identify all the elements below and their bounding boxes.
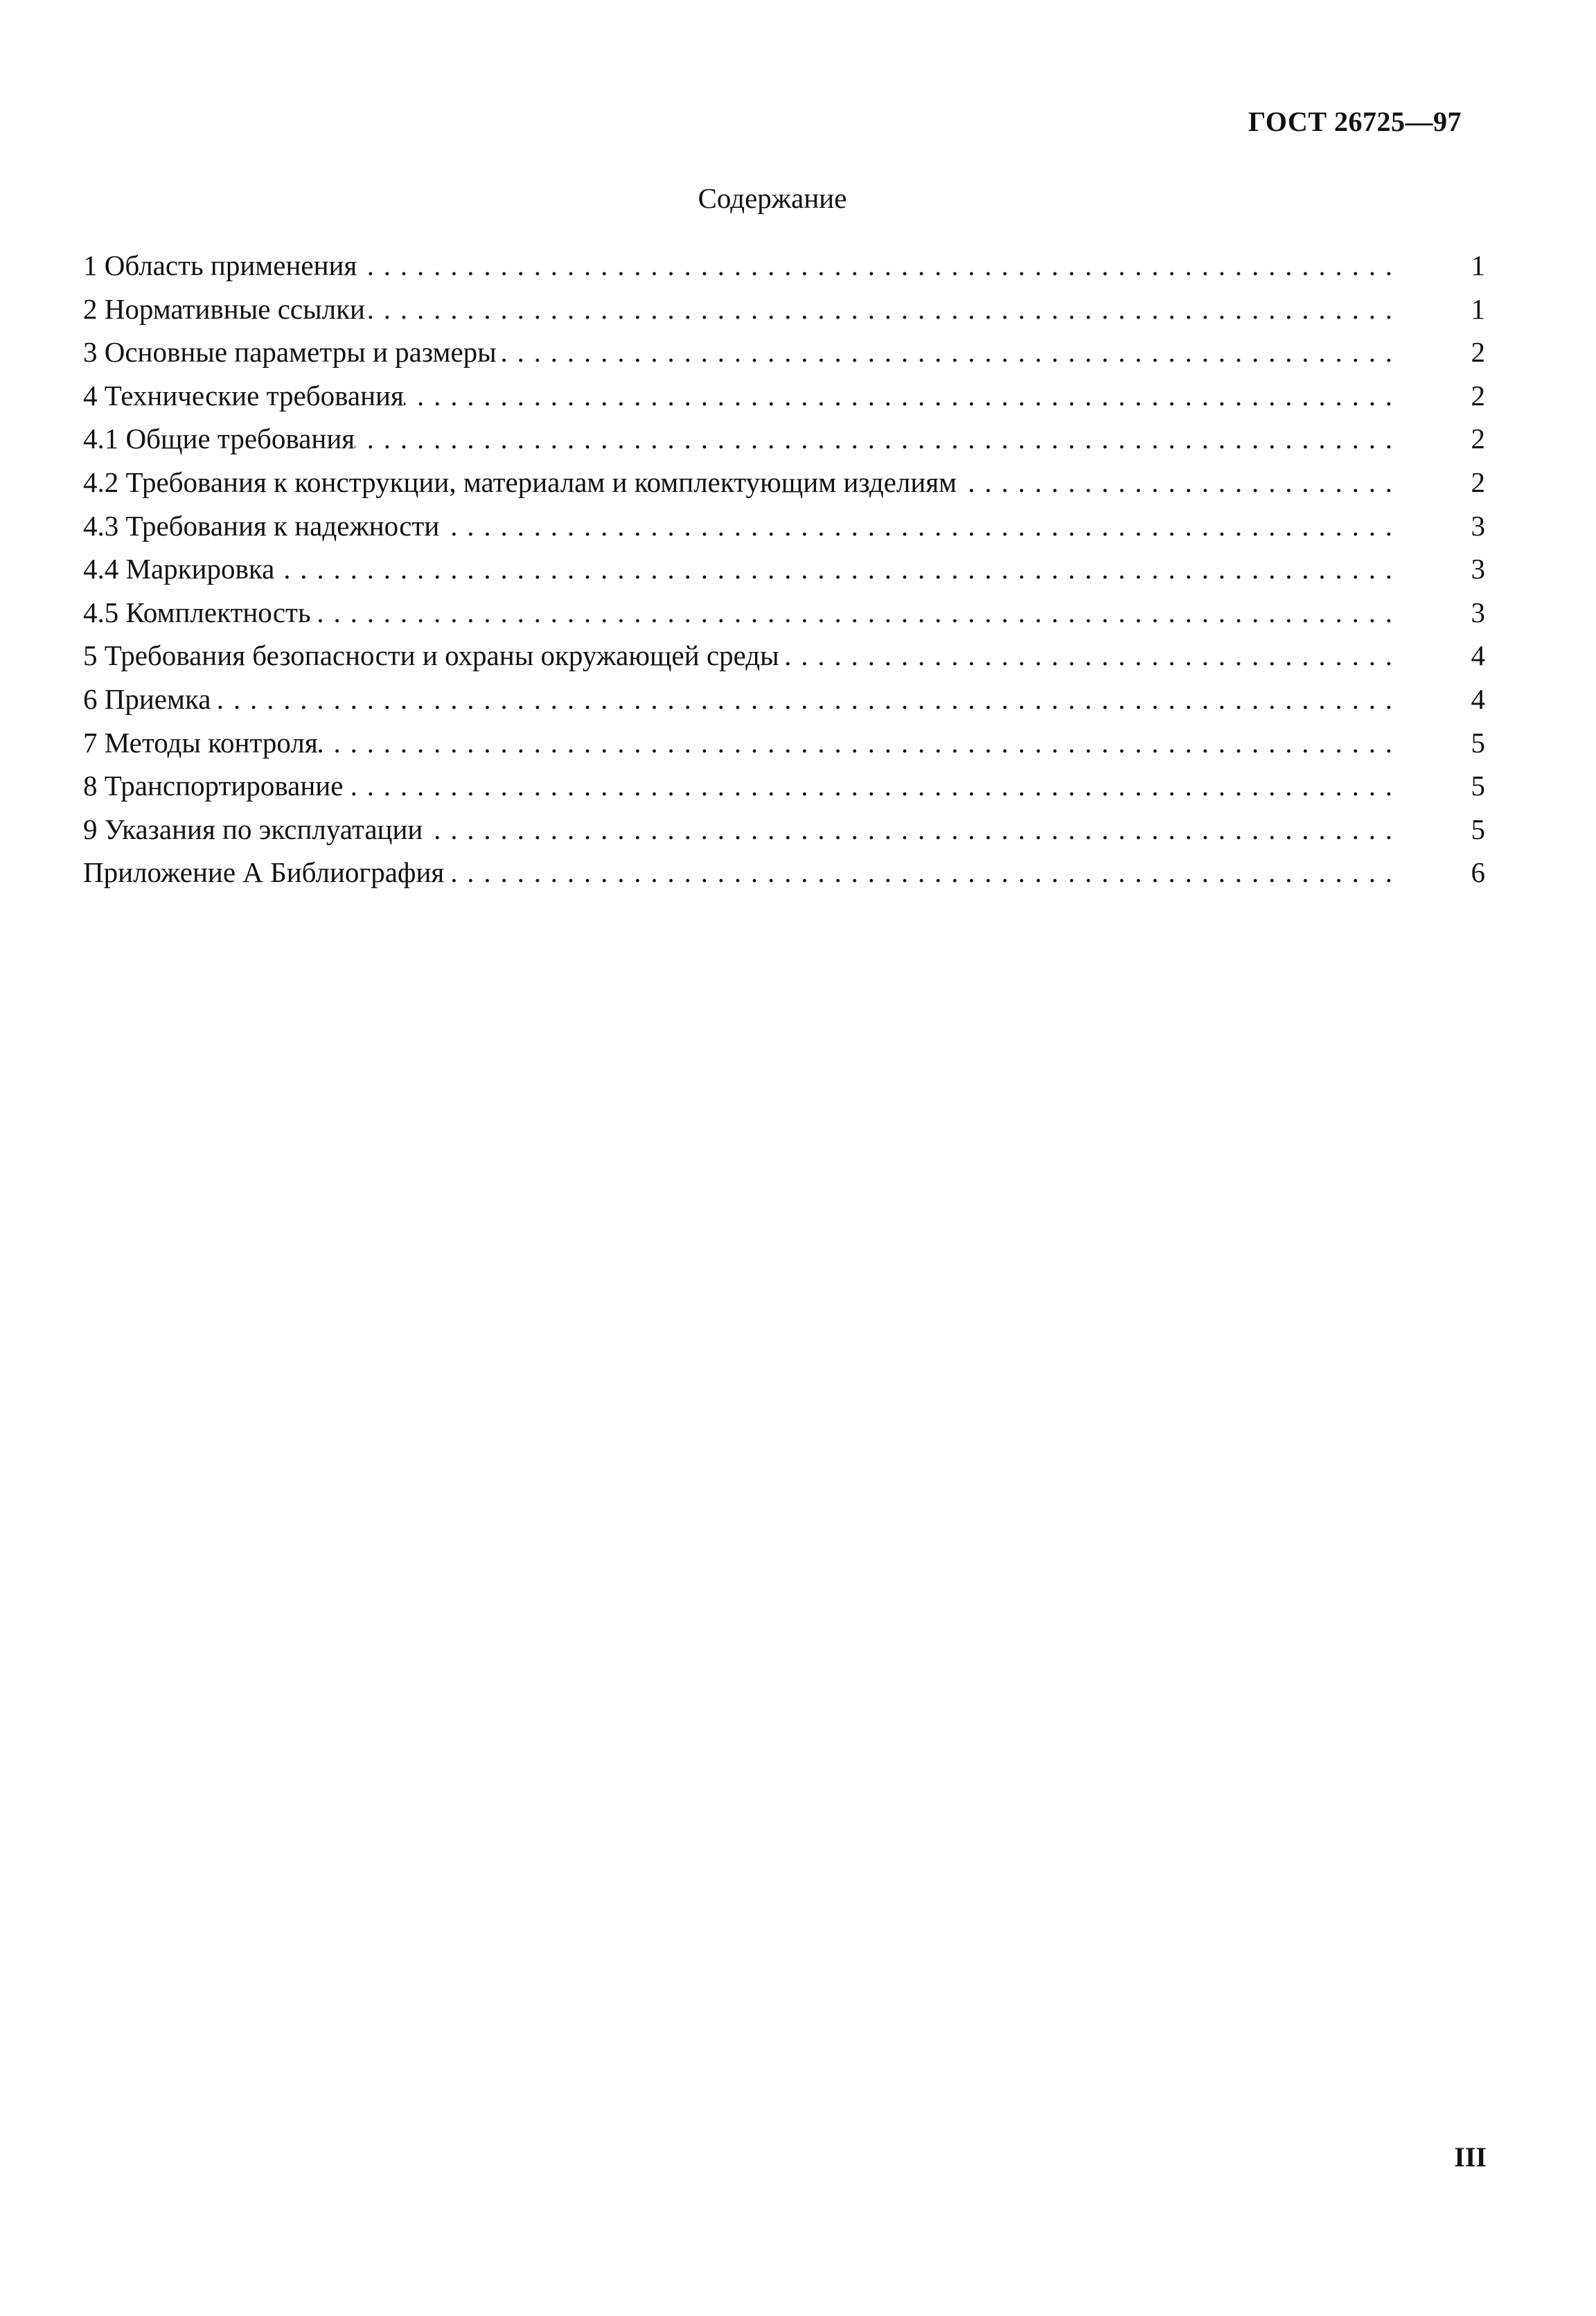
toc-entry[interactable]	[83, 374, 1485, 418]
toc-entry[interactable]	[83, 330, 1485, 374]
toc-entry-title: 4.3 Требования к надежности	[83, 509, 440, 542]
toc-entry[interactable]	[83, 504, 1485, 548]
toc-entry[interactable]	[83, 591, 1485, 635]
toc-entry-page: 2	[1471, 379, 1485, 412]
toc-entry[interactable]	[83, 764, 1485, 808]
toc-entry-title: 4.1 Общие требования	[83, 423, 355, 455]
toc-entry-page: 4	[1471, 639, 1485, 672]
table-of-contents	[83, 244, 1485, 894]
toc-entry-title: 3 Основные параметры и размеры	[83, 336, 497, 369]
toc-entry-title: Приложение А Библиография	[83, 856, 445, 889]
page-number: III	[1454, 2141, 1487, 2173]
toc-entry-title: 5 Требования безопасности и охраны окружающей среды	[83, 639, 779, 672]
toc-entry-title: 9 Указания по эксплуатации	[83, 813, 423, 845]
toc-entry[interactable]	[83, 634, 1485, 678]
toc-entry-title: 1 Область применения	[83, 249, 357, 281]
toc-entry[interactable]	[83, 851, 1485, 894]
toc-entry[interactable]	[83, 678, 1485, 721]
document-code: ГОСТ 26725—97	[1248, 106, 1462, 137]
toc-entry-page: 5	[1471, 813, 1485, 845]
toc-entry-page: 6	[1471, 856, 1485, 889]
toc-entry-page: 5	[1471, 770, 1485, 802]
toc-entry[interactable]	[83, 547, 1485, 591]
toc-entry-title: 4.4 Маркировка	[83, 553, 275, 585]
toc-entry[interactable]	[83, 808, 1485, 851]
toc-entry-title: 6 Приемка	[83, 682, 211, 715]
toc-entry-page: 5	[1471, 726, 1485, 759]
toc-entry[interactable]	[83, 417, 1485, 461]
toc-heading: Содержание	[698, 182, 847, 214]
toc-entry[interactable]	[83, 288, 1485, 331]
toc-entry-page: 3	[1471, 553, 1485, 585]
toc-entry-page: 3	[1471, 596, 1485, 628]
toc-entry-page: 2	[1471, 466, 1485, 498]
toc-entry-title: 4 Технические требования	[83, 379, 404, 412]
toc-entry[interactable]	[83, 244, 1485, 288]
toc-entry-page: 3	[1471, 509, 1485, 542]
toc-entry[interactable]	[83, 721, 1485, 765]
toc-entry-title: 4.2 Требования к конструкции, материалам и комплектующим изделиям	[83, 466, 957, 498]
toc-entry-title: 2 Нормативные ссылки	[83, 292, 365, 325]
toc-entry-page: 2	[1471, 423, 1485, 455]
toc-entry[interactable]	[83, 461, 1485, 504]
toc-entry-title: 8 Транспортирование	[83, 770, 344, 802]
toc-entry-title: 4.5 Комплектность	[83, 596, 311, 628]
toc-entry-page: 4	[1471, 682, 1485, 715]
toc-entry-title: 7 Методы контроля	[83, 726, 318, 759]
toc-entry-page: 2	[1471, 336, 1485, 369]
toc-entry-page: 1	[1471, 292, 1485, 325]
toc-entry-page: 1	[1471, 249, 1485, 281]
